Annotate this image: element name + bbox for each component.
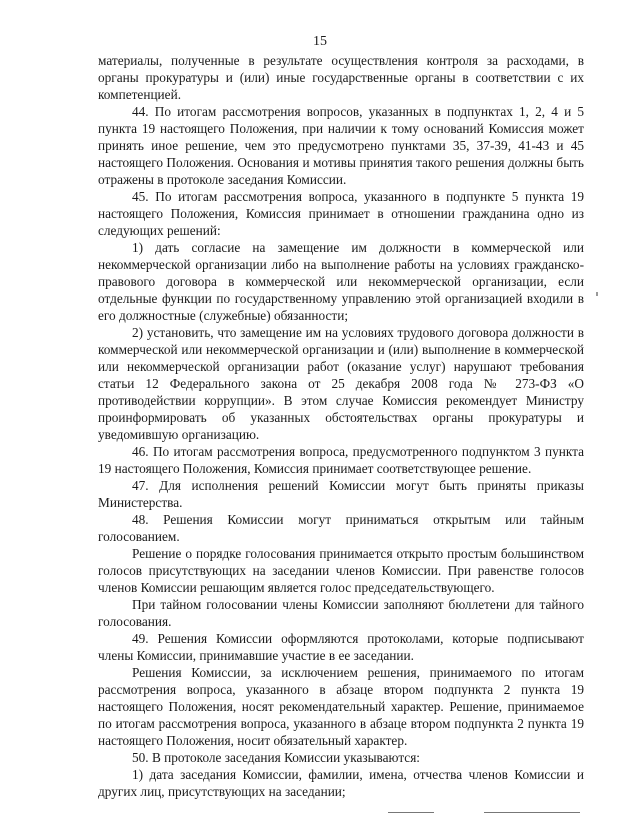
paragraph-45-item-1: 1) дать согласие на замещение им должности в коммерческой или некоммерческой организации либо на выполнение работы на условиях гражданско-правового договора в коммерческой или некоммерческой организации, если отдельные функции по государственному управлению этой организацией входили в его должностные (служебные) обязанности; — [98, 240, 584, 323]
paragraph-47: 47. Для исполнения решений Комиссии могут быть приняты приказы Министерства. — [98, 478, 584, 510]
paragraph-continuation: материалы, полученные в результате осуществления контроля за расходами, в органы прокуратуры и (или) иные государственные органы в соответствии с их компетенцией. — [98, 53, 584, 102]
paragraph-49-decision-nature: Решения Комиссии, за исключением решения, принимаемого по итогам рассмотрения вопроса, указанного в абзаце втором подпункта 2 пункта 19 настоящего Положения, носят рекомендательный характер. Решение, принимаемое по итогам рассмотрения вопроса, указанного в абзаце втором подпункта 2 пункта 19 настоящего Положения, носит обязательный характер. — [98, 665, 584, 748]
paragraph-46: 46. По итогам рассмотрения вопроса, предусмотренного подпунктом 3 пункта 19 настоящего Положения, Комиссия принимает соответствующее решение. — [98, 444, 584, 476]
footer-rule — [388, 812, 588, 814]
paragraph-49: 49. Решения Комиссии оформляются протоколами, которые подписывают члены Комиссии, принимавшие участие в ее заседании. — [98, 631, 584, 663]
paragraph-48: 48. Решения Комиссии могут приниматься открытым или тайным голосованием. — [98, 512, 584, 544]
paragraph-50-item-1: 1) дата заседания Комиссии, фамилии, имена, отчества членов Комиссии и других лиц, присутствующих на заседании; — [98, 767, 584, 799]
paragraph-45: 45. По итогам рассмотрения вопроса, указанного в подпункте 5 пункта 19 настоящего Положения, Комиссия принимает в отношении гражданина одно из следующих решений: — [98, 189, 584, 238]
page-number: 15 — [313, 34, 327, 49]
footer-rule-segment — [484, 812, 580, 813]
document-body — [98, 52, 584, 800]
paragraph-48-secret-ballot: При тайном голосовании члены Комиссии заполняют бюллетени для тайного голосования. — [98, 597, 584, 629]
paragraph-50: 50. В протоколе заседания Комиссии указываются: — [132, 750, 420, 765]
paragraph-44: 44. По итогам рассмотрения вопросов, указанных в подпунктах 1, 2, 4 и 5 пункта 19 настоящего Положения, при наличии к тому оснований Комиссия может принять иное решение, чем это предусмотрено пунктами 35, 37-39, 41-43 и 45 настоящего Положения. Основания и мотивы принятия такого решения должны быть отражены в протоколе заседания Комиссии. — [98, 104, 584, 187]
paragraph-48-voting-order: Решение о порядке голосования принимается открыто простым большинством голосов присутствующих на заседании членов Комиссии. При равенстве голосов членов Комиссии решающим является голос председательствующего. — [98, 546, 584, 595]
scan-speck — [596, 292, 598, 296]
paragraph-45-item-2: 2) установить, что замещение им на условиях трудового договора должности в коммерческой или некоммерческой организации и (или) выполнение в коммерческой или некоммерческой организации работ (оказание услуг) нарушают требования статьи 12 Федерального закона от 25 декабря 2008 года № 273-ФЗ «О противодействии коррупции». В этом случае Комиссия рекомендует Министру проинформировать об указанных обстоятельствах органы прокуратуры и уведомившую организацию. — [98, 325, 584, 442]
footer-rule-segment — [388, 812, 434, 813]
